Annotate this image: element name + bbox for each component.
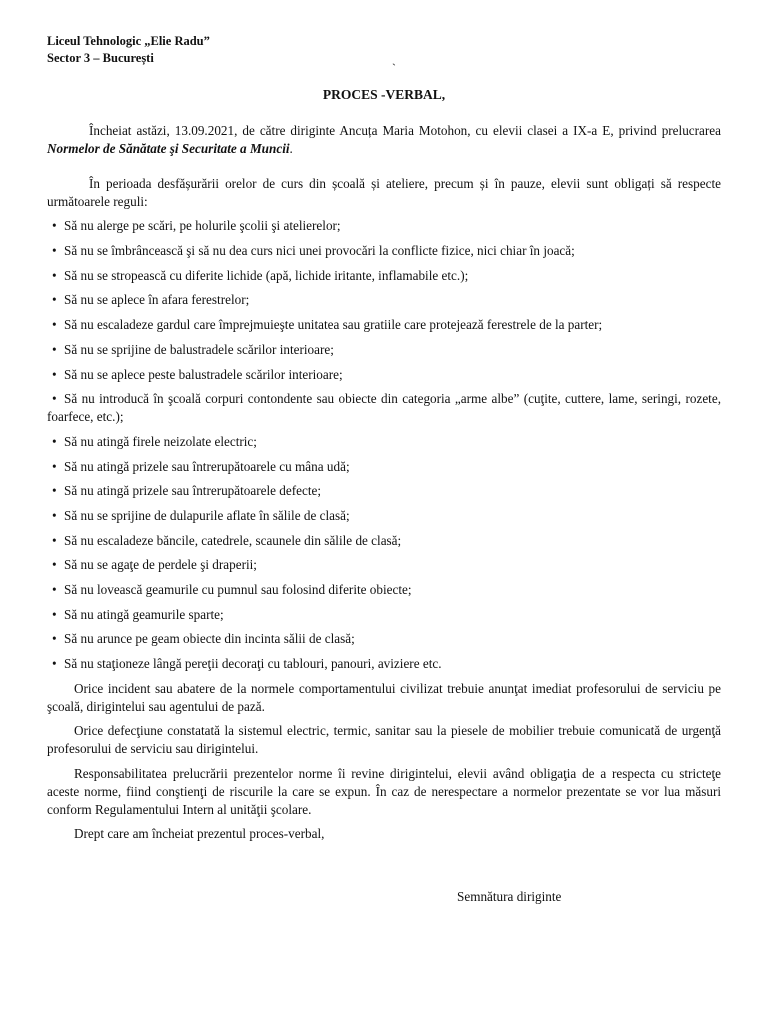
norms-title: Normelor de Sănătate şi Securitate a Muncii [47, 141, 290, 157]
intro-suffix: . [289, 141, 293, 157]
rule-item [47, 458, 721, 476]
rule-text: Să nu se sprijine de balustradele scărilor interioare; [64, 341, 334, 357]
rule-text: Să nu staţioneze lângă pereţii decoraţi cu tablouri, panouri, aviziere etc. [64, 656, 442, 672]
intro-prefix: Încheiat astăzi, 13.09.2021, de către diriginte Ancuța Maria Motohon, cu elevii clasei a IX-a E, privind prelucrarea [89, 123, 721, 138]
bullet-icon: • [52, 656, 57, 672]
bullet-icon: • [52, 508, 57, 524]
rule-item [47, 532, 721, 550]
bullet-icon: • [52, 243, 57, 259]
rule-text: Să nu escaladeze gardul care împrejmuieşte unitatea sau gratiile care protejează ferestrele de la parter; [64, 317, 603, 333]
rule-item [47, 390, 721, 426]
bullet-icon: • [52, 557, 57, 573]
document-title: PROCES -VERBAL, [322, 87, 446, 102]
rule-item [47, 316, 721, 334]
rule-text: Să nu se agaţe de perdele şi draperii; [64, 557, 257, 573]
rule-text: Să nu lovească geamurile cu pumnul sau folosind diferite obiecte; [64, 582, 412, 598]
bullet-icon: • [52, 292, 57, 308]
rule-item [47, 581, 721, 599]
bullet-icon: • [52, 606, 57, 622]
rule-item [47, 433, 721, 451]
rule-text: Să nu se aplece peste balustradele scărilor interioare; [64, 366, 343, 382]
closing-paragraphs [47, 680, 721, 843]
bullet-icon: • [52, 267, 57, 283]
rule-item [47, 291, 721, 309]
rule-text: Să nu atingă prizele sau întrerupătoarele defecte; [64, 483, 322, 499]
rule-item [47, 366, 721, 384]
school-sector: Sector 3 – București [47, 51, 154, 65]
signature-label: Semnătura diriginte [457, 889, 562, 904]
closing-paragraph: Orice incident sau abatere de la normele comportamentului civilizat trebuie anunţat imediat profesorului de serviciu pe şcoală, dirigintelui sau agentului de pază. [47, 680, 721, 714]
bullet-icon: • [52, 341, 57, 357]
bullet-icon: • [52, 366, 57, 382]
bullet-icon: • [52, 631, 57, 647]
rule-item [47, 655, 721, 673]
school-name: Liceul Tehnologic „Elie Radu” [47, 34, 210, 48]
rule-item [47, 242, 721, 260]
rules-list [47, 217, 721, 673]
rules-lead-paragraph: În perioada desfășurării orelor de curs din școală și ateliere, precum și în pauze, elevii sunt obligați să respecte următoarele reguli: [47, 176, 721, 210]
bullet-icon: • [52, 532, 57, 548]
rule-text: Să nu atingă firele neizolate electric; [64, 433, 257, 449]
rule-item [47, 217, 721, 235]
rule-text: Să nu se sprijine de dulapurile aflate în sălile de clasă; [64, 508, 350, 524]
rule-item [47, 341, 721, 359]
stray-mark: ` [392, 61, 396, 75]
rule-text: Să nu se îmbrâncească şi să nu dea curs nici unei provocări la conflicte fizice, nici chiar în joacă; [64, 243, 575, 259]
rule-item [47, 507, 721, 525]
closing-paragraph: Drept care am încheiat prezentul proces-verbal, [74, 826, 325, 842]
bullet-icon: • [52, 582, 57, 598]
rule-text: Să nu se stropească cu diferite lichide (apă, lichide iritante, inflamabile etc.); [64, 267, 469, 283]
rule-text: Să nu alerge pe scări, pe holurile şcolii şi atelierelor; [64, 218, 341, 234]
rule-text: Să nu escaladeze băncile, catedrele, scaunele din sălile de clasă; [64, 532, 402, 548]
rule-text: Să nu arunce pe geam obiecte din incinta sălii de clasă; [64, 631, 355, 647]
closing-paragraph: Responsabilitatea prelucrării prezentelor norme îi revine dirigintelui, elevii având obligaţia de a respecta cu stricteţe aceste norme, fiind conştienţi de riscurile la care se expun. În caz de nerespectare a normelor prezentate se vor lua măsuri conform Regulamentului Intern al unităţii şcolare. [47, 765, 721, 817]
bullet-icon: • [52, 218, 57, 234]
rule-text: Să nu introducă în şcoală corpuri contondente sau obiecte din categoria „arme albe” (cuţite, cuttere, lame, seringi, rozete, foarfece, etc.); [47, 391, 721, 425]
rule-text: Să nu se aplece în afara ferestrelor; [64, 292, 250, 308]
bullet-icon: • [52, 391, 57, 407]
intro-paragraph [47, 122, 721, 158]
bullet-icon: • [52, 483, 57, 499]
closing-paragraph: Orice defecţiune constatată la sistemul electric, termic, sanitar sau la piesele de mobilier trebuie comunicată de urgenţă profesorului de serviciu sau dirigintelui. [47, 723, 721, 757]
rule-item [47, 630, 721, 648]
rule-text: Să nu atingă geamurile sparte; [64, 606, 224, 622]
document-body [47, 122, 721, 849]
bullet-icon: • [52, 433, 57, 449]
bullet-icon: • [52, 458, 57, 474]
rule-item [47, 606, 721, 624]
rule-item [47, 556, 721, 574]
rule-text: Să nu atingă prizele sau întrerupătoarele cu mâna udă; [64, 458, 350, 474]
school-header [47, 33, 210, 67]
rule-item [47, 482, 721, 500]
bullet-icon: • [52, 317, 57, 333]
rule-item [47, 267, 721, 285]
